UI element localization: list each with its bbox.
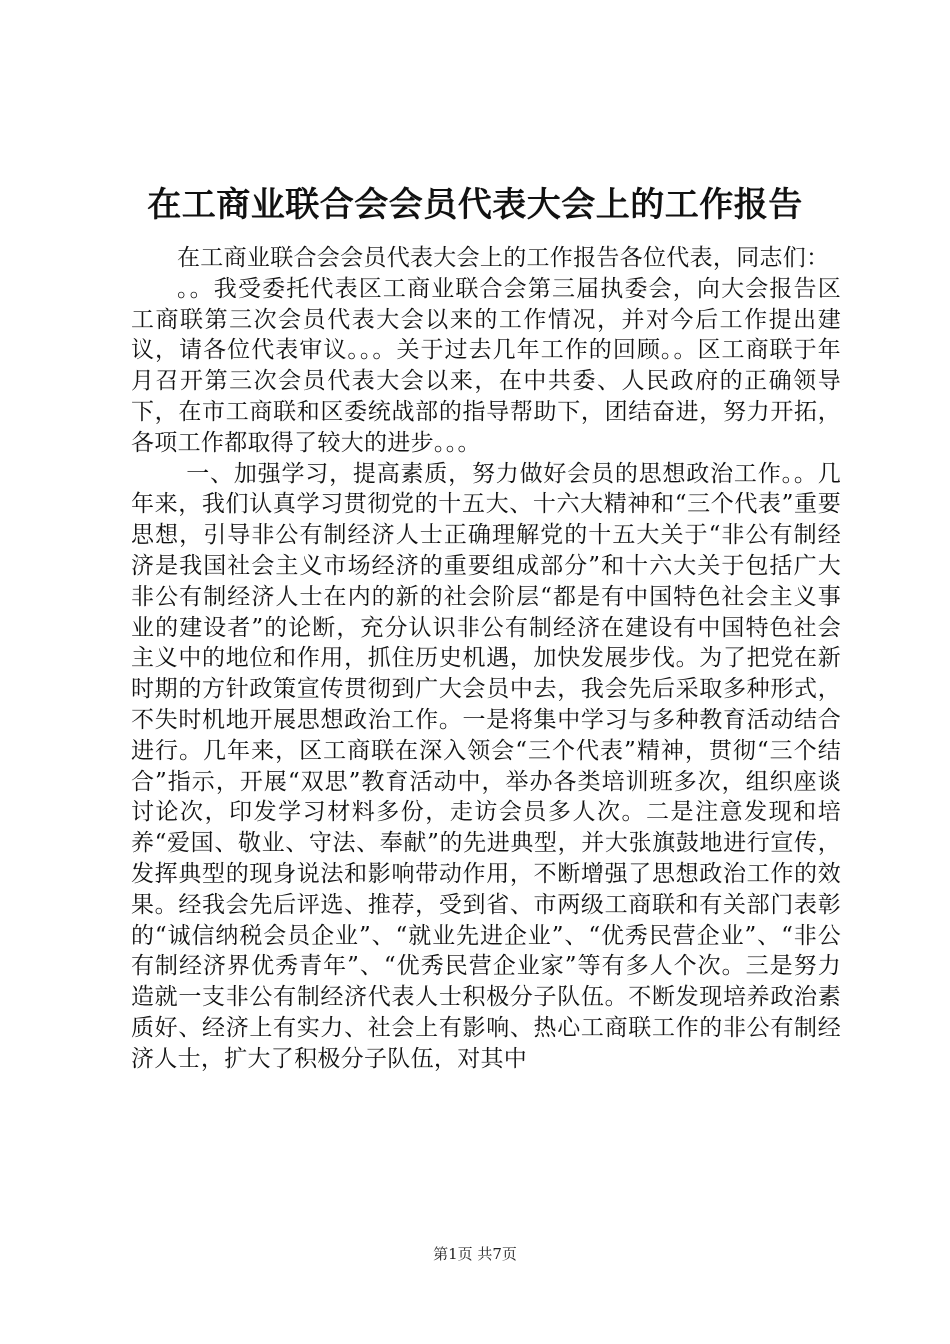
paragraph-section-one: 一、加强学习，提高素质，努力做好会员的思想政治工作。。几年来，我们认真学习贯彻党的十五大、十六大精神和“三个代表”重要思想，引导非公有制经济人士正确理解党的十五大关于“非公有制经济是我国社会主义市场经济的重要组成部分”和十六大关于包括广大非公有制经济人士在内的新的社会阶层“都是有中国特色社会主义事业的建设者”的论断，充分认识非公有制经济在建设有中国特色社会主义中的地位和作用，抓住历史机遇，加快发展步伐。为了把党在新时期的方针政策宣传贯彻到广大会员中去，我会先后采取多种形式，不失时机地开展思想政治工作。一是将集中学习与多种教育活动结合进行。几年来，区工商联在深入领会“三个代表”精神，贯彻“三个结合”指示，开展“双思”教育活动中，举办各类培训班多次，组织座谈讨论次，印发学习材料多份，走访会员多人次。二是注意发现和培养“爱国、敬业、守法、奉献”的先进典型，并大张旗鼓地进行宣传，发挥典型的现身说法和影响带动作用，不断增强了思想政治工作的效果。经我会先后评选、推荐，受到省、市两级工商联和有关部门表彰的“诚信纳税会员企业”、“就业先进企业”、“优秀民营企业”、“非公有制经济界优秀青年”、“优秀民营企业家”等有多人个次。三是努力造就一支非公有制经济代表人士积极分子队伍。不断发现培养政治素质好、经济上有实力、社会上有影响、热心工商联工作的非公有制经济人士，扩大了积极分子队伍，对其中 [131, 460, 841, 1072]
paragraph-greeting: 在工商业联合会会员代表大会上的工作报告各位代表，同志们： [177, 245, 830, 271]
document-title: 在工商业联合会会员代表大会上的工作报告 [147, 185, 803, 225]
page-number-footer: 第1页 共7页 [433, 1245, 517, 1263]
paragraph-intro: 。。我受委托代表区工商业联合会第三届执委会，向大会报告区工商联第三次会员代表大会以来的工作情况，并对今后工作提出建议，请各位代表审议。。。关于过去几年工作的回顾。。区工商联于年月召开第三次会员代表大会以来，在中共委、人民政府的正确领导下，在市工商联和区委统战部的指导帮助下，团结奋进，努力开拓，各项工作都取得了较大的进步。。。 [131, 275, 841, 456]
document-body [131, 243, 841, 1075]
